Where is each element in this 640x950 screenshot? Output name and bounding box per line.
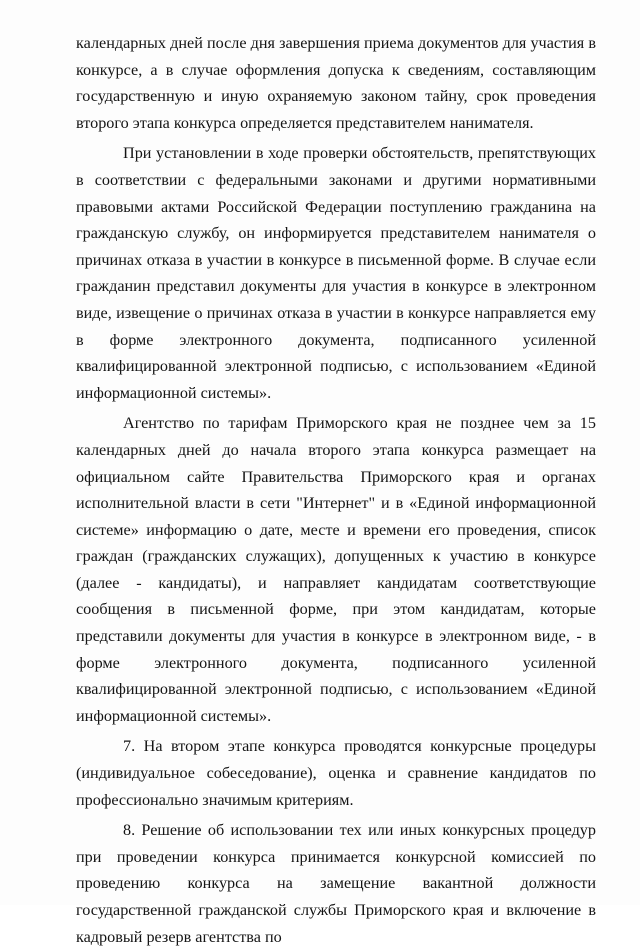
paragraph-5-item-8: 8. Решение об использовании тех или иных конкурсных процедур при проведении конкурса принимается конкурсной комиссией по проведению конкурса на замещение вакантной должности государственной гражданской службы Приморского края и включение в кадровый резерв агентства по	[76, 821, 596, 946]
document-body	[76, 30, 596, 950]
paragraph-4-item-7: 7. На втором этапе конкурса проводятся конкурсные процедуры (индивидуальное собеседование), оценка и сравнение кандидатов по профессионально значимым критериям.	[76, 737, 596, 809]
paragraph-1: календарных дней после дня завершения приема документов для участия в конкурсе, а в случае оформления допуска к сведениям, составляющим государственную и иную охраняемую законом тайну, срок проведения второго этапа конкурса определяется представителем нанимателя.	[76, 34, 596, 132]
paragraph-3: Агентство по тарифам Приморского края не позднее чем за 15 календарных дней до начала второго этапа конкурса размещает на официальном сайте Правительства Приморского края и органах исполнительной власти в сети "Интернет" и в «Единой информационной системе» информацию о дате, месте и времени его проведения, список граждан (гражданских служащих), допущенных к участию в конкурсе (далее - кандидаты), и направляет кандидатам соответствующие сообщения в письменной форме, при этом кандидатам, которые представили документы для участия в конкурсе в электронном виде, - в форме электронного документа, подписанного усиленной квалифицированной электронной подписью, с использованием «Единой информационной системы».	[76, 414, 596, 725]
paragraph-2: При установлении в ходе проверки обстоятельств, препятствующих в соответствии с федеральными законами и другими нормативными правовыми актами Российской Федерации поступлению гражданина на гражданскую службу, он информируется представителем нанимателя о причинах отказа в участии в конкурсе в письменной форме. В случае если гражданин представил документы для участия в конкурсе в электронном виде, извещение о причинах отказа в участии в конкурсе направляется ему в форме электронного документа, подписанного усиленной квалифицированной электронной подписью, с использованием «Единой информационной системы».	[76, 144, 596, 402]
